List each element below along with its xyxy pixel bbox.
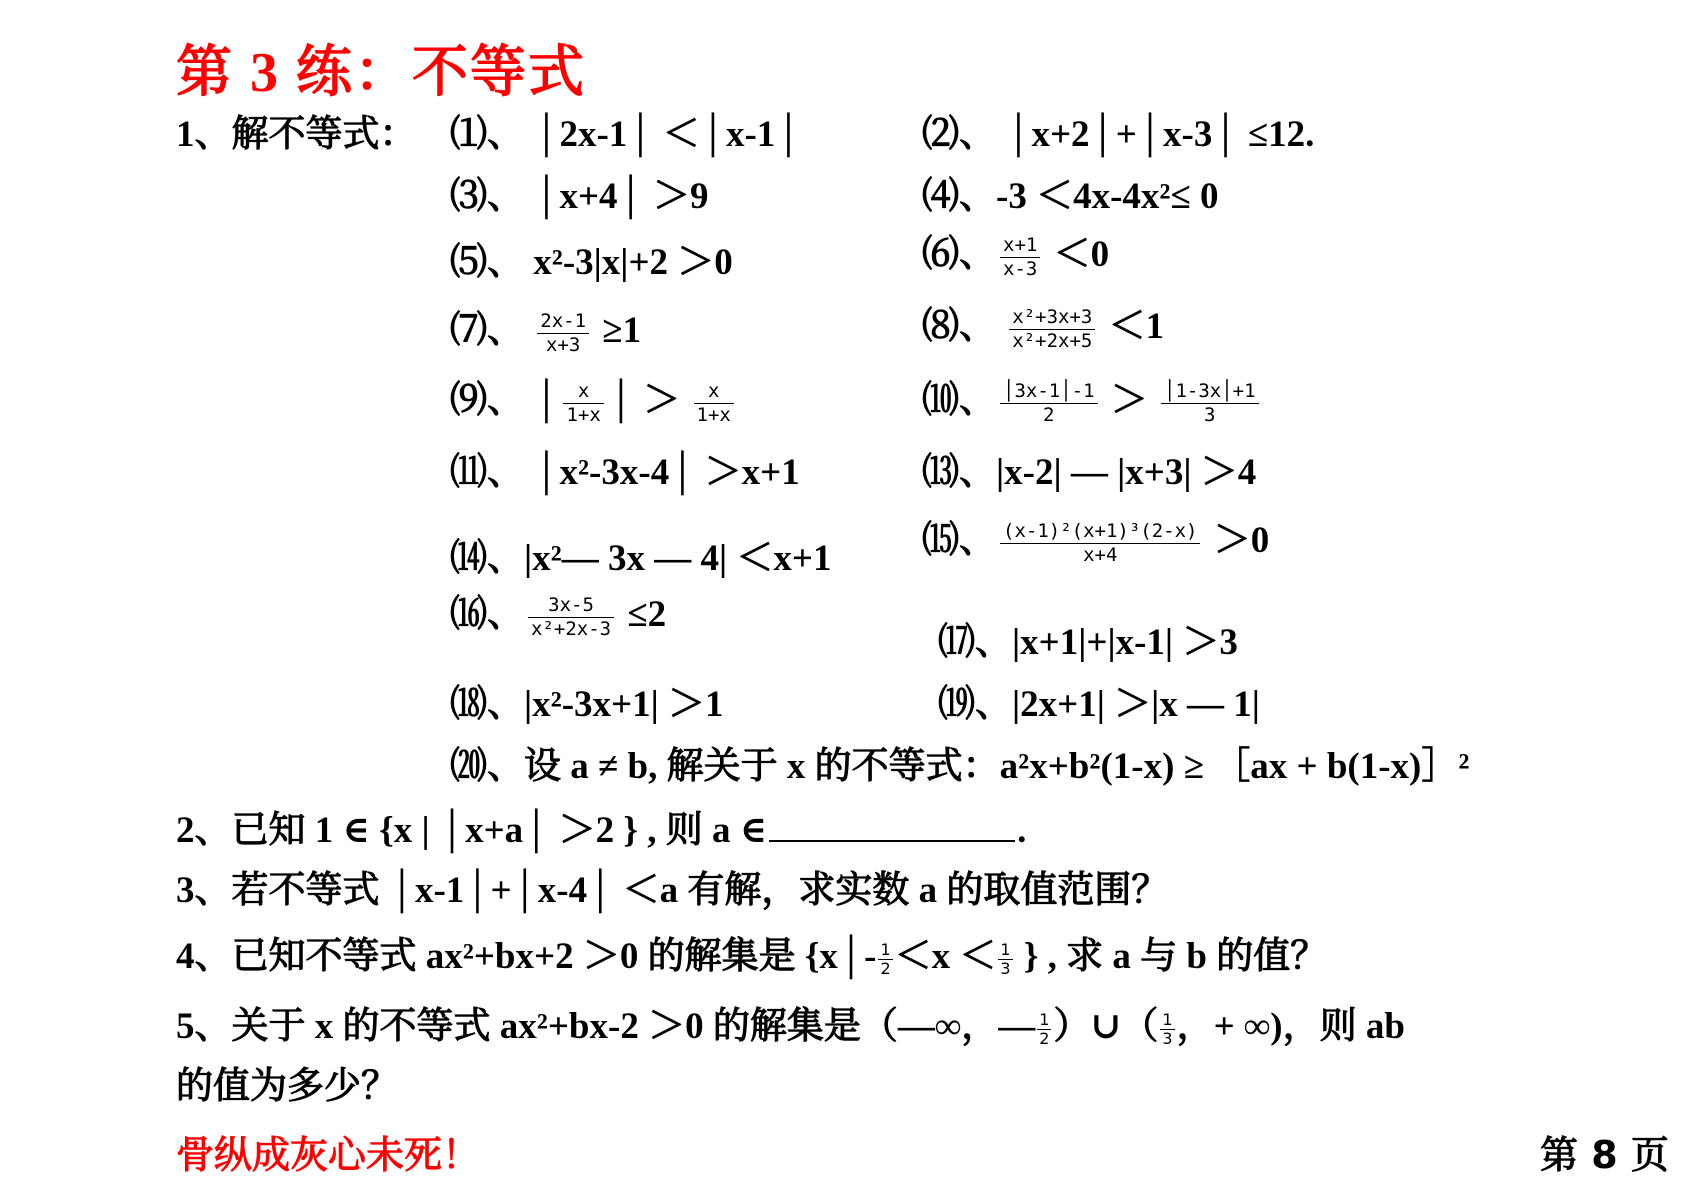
problem-11: ⑾、 │x²-3x-4│ ＞x+1 <box>450 452 800 493</box>
problem-4: ⑷、-3 ＜4x-4x²≤ 0 <box>922 176 1219 217</box>
fraction: $\frac{x}{1+x}$ <box>694 380 734 427</box>
fraction: $\frac{1}{3}$ <box>1000 939 1011 979</box>
fraction: $\frac{│1-3x│+1}{3}$ <box>1161 380 1259 427</box>
page-title: 第 3 练：不等式 <box>176 42 586 104</box>
problem-19: ⒆、|2x+1| ＞|x — 1| <box>938 684 1260 725</box>
problem-8: ⑻、 $\frac{\text{x²+3x+3}}{\text{x²+2x+5}}$ ＜1 <box>922 305 1165 352</box>
problem-16: ⒃、 $\frac{3x-5}{\text{x²+2x-3}}$ ≤2 <box>450 593 667 640</box>
answer-blank <box>769 810 1015 842</box>
footer-motto: 骨纵成灰心未死！ <box>176 1135 481 1177</box>
fraction: $\frac{3x-5}{\text{x²+2x-3}}$ <box>528 594 614 641</box>
question-1-label: 1、解不等式： <box>176 114 417 155</box>
problem-7: ⑺、 $\frac{2x-1}{x+3}$ ≥1 <box>450 309 642 356</box>
fraction: $\frac{1}{2}$ <box>880 939 891 979</box>
fraction: $\frac{2x-1}{x+3}$ <box>537 310 589 357</box>
problem-18: ⒅、|x²-3x+1| ＞1 <box>450 684 724 725</box>
question-5: 5、关于 x 的不等式 ax²+bx-2 ＞0 的解集是（—∞，— $\frac{1}{2}$ ）∪（ $\frac{1}{3}$ ，+ ∞)，则 ab <box>176 1006 1405 1049</box>
fraction: $\frac{x}{1+x}$ <box>563 380 603 427</box>
fraction: $\frac{\text{(x-1)²(x+1)³(2-x)}}{x+4}$ <box>1000 520 1200 567</box>
fraction: $\frac{1}{3}$ <box>1162 1009 1173 1049</box>
problem-9: ⑼、 │ $\frac{x}{1+x}$ │ ＞ $\frac{x}{1+x}$ <box>450 380 738 427</box>
problem-17: ⒄、|x+1|+|x-1| ＞3 <box>938 622 1238 663</box>
problem-20: ⒇、设 a ≠ b, 解关于 x 的不等式：a²x+b²(1-x) ≥ ［ax + b(1-x)］² <box>450 746 1470 787</box>
problem-1: ⑴、 │2x-1│ ＜│x-1│ <box>450 114 802 155</box>
fraction: $\frac{1}{2}$ <box>1039 1009 1050 1049</box>
question-5-continued: 的值为多少？ <box>176 1066 398 1107</box>
fraction: $\frac{x+1}{x-3}$ <box>1000 234 1040 281</box>
problem-3: ⑶、 │x+4│ ＞9 <box>450 176 709 217</box>
problem-5: ⑸、 x²-3|x|+2 ＞0 <box>450 242 733 283</box>
question-3: 3、若不等式 │x-1│+│x-4│ ＜a 有解，求实数 a 的取值范围？ <box>176 870 1169 911</box>
problem-15: ⒂、 $\frac{\text{(x-1)²(x+1)³(2-x)}}{x+4}$ ＞0 <box>922 519 1270 566</box>
page-number: 第 8 页 <box>1540 1133 1669 1177</box>
problem-10: ⑽、 $\frac{│3x-1│-1}{2}$ ＞ $\frac{│1-3x│+1}{3}$ <box>922 380 1263 427</box>
problem-14: ⒁、|x²— 3x — 4| ＜x+1 <box>450 538 832 579</box>
fraction: $\frac{│3x-1│-1}{2}$ <box>1000 380 1098 427</box>
problem-6: ⑹、 $\frac{x+1}{x-3}$ ＜0 <box>922 233 1110 280</box>
question-4: 4、已知不等式 ax²+bx+2 ＞0 的解集是 {x│- $\frac{1}{2}$ ＜x ＜ $\frac{1}{3}$ } , 求 a 与 b 的值？ <box>176 936 1328 979</box>
fraction: $\frac{\text{x²+3x+3}}{\text{x²+2x+5}}$ <box>1009 306 1095 353</box>
problem-2: ⑵、 │x+2│+│x-3│ ≤12. <box>922 114 1315 155</box>
problem-13: ⒀、|x-2| — |x+3| ＞4 <box>922 452 1257 493</box>
question-2: 2、已知 1 ∈ {x | │x+a│ ＞2 } , 则 a ∈ . <box>176 810 1027 851</box>
